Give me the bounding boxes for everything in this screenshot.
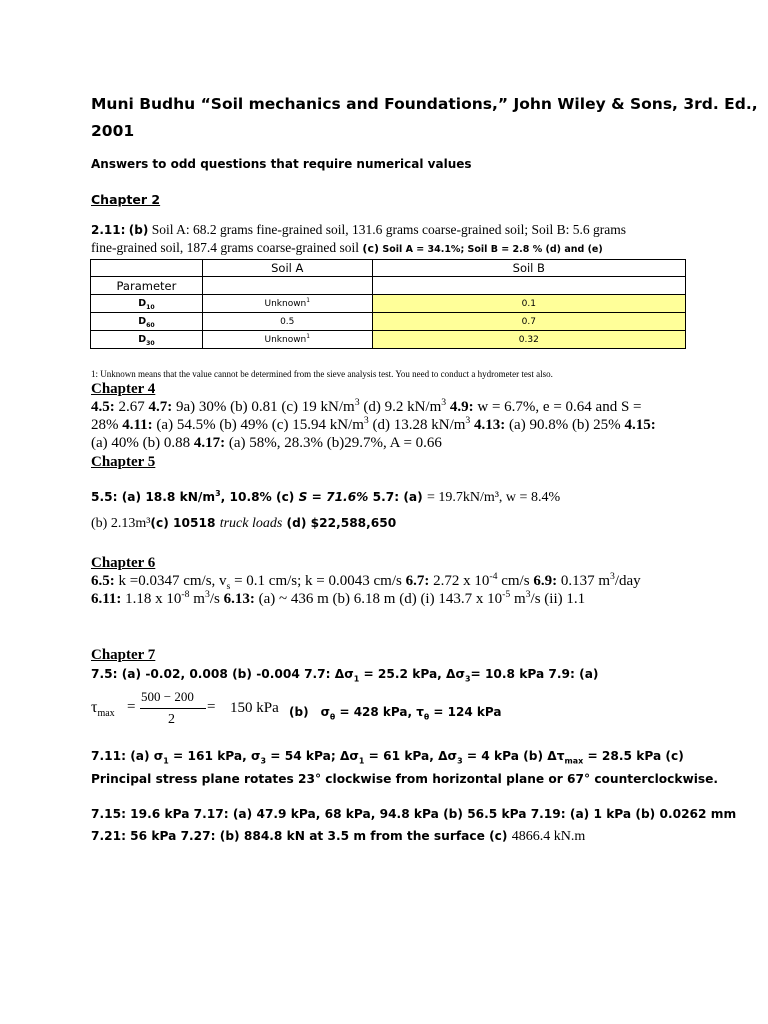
- chapter-5-heading: Chapter 5: [91, 454, 156, 470]
- table-cell: [372, 277, 685, 295]
- document-title: Muni Budhu “Soil mechanics and Foundations,” John Wiley & Sons, 3rd. Ed.,: [91, 95, 758, 113]
- ch5-line1: 5.5: (a) 18.8 $kN/m^3$, 10.8% (c) S = 71.6% 5.7: (a) = 19.7kN/m³, w = 8.4%: [91, 488, 561, 505]
- fraction-numerator: 500 − 200: [141, 689, 194, 704]
- ch7-9b: (b) $\sigma_\theta = 428$ kPa, $\tau_\theta = 124$ kPa: [289, 705, 502, 722]
- chapter-4-heading: Chapter 4: [91, 381, 156, 397]
- fraction-denominator: 2: [168, 712, 175, 727]
- table-cell: Unknown$^1$: [202, 331, 372, 349]
- chapter-6-heading: Chapter 6: [91, 555, 156, 571]
- table-row-label: $D_{60}$: [91, 313, 203, 331]
- ch4-line1: 4.5: 2.67 4.7: 9a) 30% (b) 0.81 (c) 19 $kN/m^3$ (d) 9.2 $kN/m^3$ 4.9: w = 6.7%, e = 0.64 and S =: [91, 397, 642, 415]
- ch7-11-line2: Principal stress plane rotates 23° clockwise from horizontal plane or 67° counterclockwise.: [91, 772, 719, 786]
- ch7-21-line: 7.21: 56 kPa 7.27: (b) 884.8 kN at 3.5 m from the surface (c) 4866.4 kN.m: [91, 829, 586, 844]
- table-header-row: [91, 260, 686, 277]
- table-cell: Unknown$^1$: [202, 295, 372, 313]
- table-row: [91, 313, 686, 331]
- ch4-line2: 28% 4.11: (a) 54.5% (b) 49% (c) 15.94 $kN/m^3$ (d) 13.28 $kN/m^3$ 4.13: (a) 90.8% (b) 25% 4.15:: [91, 415, 656, 433]
- ch7-15-line: 7.15: 19.6 kPa 7.17: (a) 47.9 kPa, 68 kPa, 94.8 kPa (b) 56.5 kPa 7.19: (a) 1 kPa (b) 0.0262 mm: [91, 807, 737, 821]
- ch6-line2: 6.11: 1.18 x $10^{-8}$ $m^3/s$ 6.13: (a) ~ 436 m (b) 6.18 m (d) (i) 143.7 x $10^{-5}$ $m^3/s$ (ii) 1.1: [91, 589, 586, 607]
- soil-parameter-table: [90, 259, 686, 349]
- ch4-line3: (a) 40% (b) 0.88 4.17: (a) 58%, 28.3% (b)29.7%, A = 0.66: [91, 435, 442, 451]
- table-cell-highlight: 0.32: [372, 331, 685, 349]
- fraction-bar: [140, 708, 206, 709]
- table-row: [91, 331, 686, 349]
- table-footnote: 1: Unknown means that the value cannot be determined from the sieve analysis test. You need to conduct a hydrometer test also.: [91, 369, 553, 379]
- tau-max-result: 150 kPa: [230, 700, 279, 716]
- equals-sign: =: [127, 699, 136, 715]
- chapter-2-heading: Chapter 2: [91, 192, 161, 207]
- q2-11-line2: fine-grained soil, 187.4 grams coarse-grained soil (c) Soil A = 34.1%; Soil B = 2.8 % (d) and (e): [91, 240, 603, 255]
- q2-11-line1: 2.11: (b) Soil A: 68.2 grams fine-grained soil, 131.6 grams coarse-grained soil; Soil B: 5.6 grams: [91, 222, 627, 237]
- table-header-soil-b: Soil B: [372, 260, 685, 277]
- ch7-line1: 7.5: (a) -0.02, 0.008 (b) -0.004 7.7: $\Delta\sigma_1 = 25.2$ kPa, $\Delta\sigma_3= 10.8$ kPa 7.9: (a): [91, 667, 599, 684]
- ch6-line1: 6.5: k =0.0347 cm/s, $v_s = 0.1$ cm/s; k = 0.0043 cm/s 6.7: 2.72 x $10^{-4}$ cm/s 6.9: 0.137 $m^3$/day: [91, 571, 641, 592]
- ch5-line2: (b) 2.13m³(c) 10518 truck loads (d) $22,588,650: [91, 516, 397, 531]
- intro-text: Answers to odd questions that require numerical values: [91, 157, 472, 171]
- equals-sign-2: =: [207, 699, 216, 715]
- table-cell: 0.5: [202, 313, 372, 331]
- table-row: [91, 277, 686, 295]
- table-cell-highlight: 0.7: [372, 313, 685, 331]
- table-row-label: $D_{30}$: [91, 331, 203, 349]
- table-row: [91, 295, 686, 313]
- document-title-year: 2001: [91, 122, 135, 140]
- ch7-11-line: 7.11: (a) $\sigma_1 = 161$ kPa, $\sigma_3 = 54$ kPa; $\Delta\sigma_1 = 61$ kPa, $\Delta\sigma_3 = 4$ kPa (b) $\Delta\tau_{max} = 28.5$ kPa (c): [91, 749, 684, 766]
- table-cell-highlight: 0.1: [372, 295, 685, 313]
- table-header-blank: [91, 260, 203, 277]
- table-param-label: Parameter: [91, 277, 203, 295]
- table-cell: [202, 277, 372, 295]
- table-row-label: $D_{10}$: [91, 295, 203, 313]
- chapter-7-heading: Chapter 7: [91, 647, 156, 663]
- tau-max-symbol: $\tau_{max}$: [91, 699, 115, 720]
- table-header-soil-a: Soil A: [202, 260, 372, 277]
